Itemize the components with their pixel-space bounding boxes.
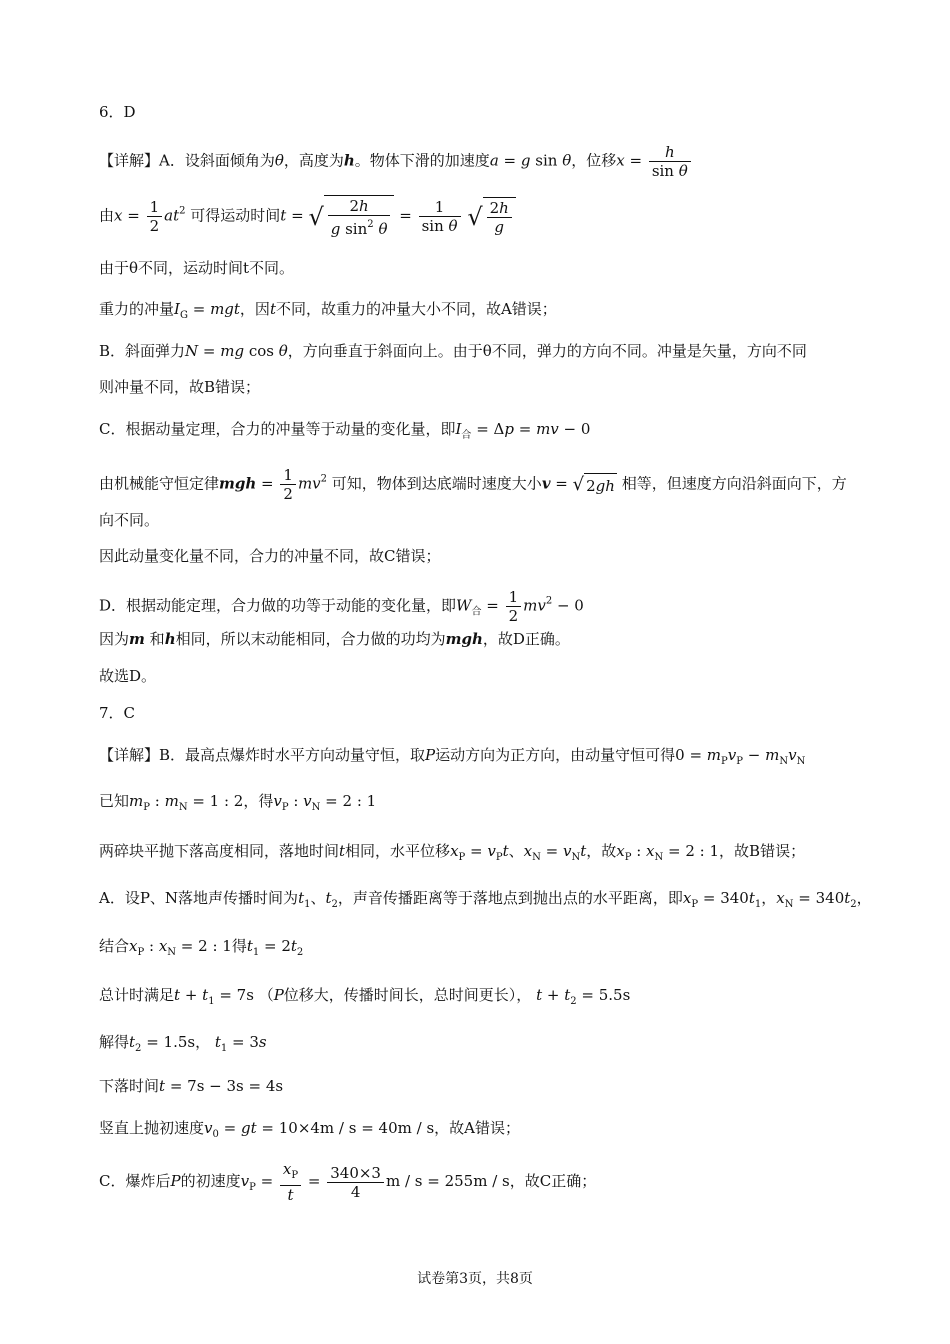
- q6-line-10: 因此动量变化量不同，合力的冲量不同，故C错误；: [99, 547, 441, 565]
- q7-line-10: C．爆炸后P的初速度$v_P$ = $\frac{x_P}{t}$ = $\frac{340\times 3}{4}$ m / s = 255m / s，故C正确；: [99, 1160, 597, 1204]
- q6-line-1: 【详解】A．设斜面倾角为θ，高度为h。物体下滑的加速度a = g sin θ，位移x = $\frac{h}{\text{sin θ}}$: [99, 143, 693, 180]
- q6-line-11: D．根据动能定理，合力做的功等于动能的变化量，即$W_合$ = $\frac{1}{2}$ $mv^2 - 0$: [99, 588, 584, 625]
- q6-line-8: 由机械能守恒定律mgh = $\frac{1}{2}$ $mv^2$ 可知，物体到达底端时速度大小v = √ 2gh 相等，但速度方向沿斜面向下，方: [99, 466, 847, 503]
- q6-line-6: 则冲量不同，故B错误；: [99, 378, 261, 396]
- q6-line-13: 故选D。: [99, 667, 157, 685]
- q7-line-1: 【详解】B．最高点爆炸时水平方向动量守恒，取P运动方向为正方向，由动量守恒可得$0 = m_Pv_P - m_Nv_N$: [99, 746, 806, 767]
- q7-line-8: 下落时间t = 7s − 3s = 4s: [99, 1077, 284, 1095]
- q6-heading: 6．D: [99, 103, 136, 121]
- q7-line-5: 结合$x_P$ : $x_N = 2$ : 1得$t_1 = 2t_2$: [99, 937, 304, 958]
- q7-line-9: 竖直上抛初速度$v_0$ = gt = 10×4m / s = 40m / s，故A错误；: [99, 1119, 520, 1140]
- q6-line-4: 重力的冲量$I_G$ = mgt，因t不同，故重力的冲量大小不同，故A错误；: [99, 300, 557, 321]
- q6-line-5: B．斜面弹力N = mg cos θ，方向垂直于斜面向上。由于θ不同，弹力的方向不同。冲量是矢量，方向不同: [99, 342, 807, 360]
- q6-line-7: C．根据动量定理，合力的冲量等于动量的变化量，即$I_合 = \Delta p$ = mv − 0: [99, 420, 591, 441]
- q7-line-3: 两碎块平抛下落高度相同，落地时间t相同，水平位移$x_P = v_Pt$、$x_N = v_Nt$，故$x_P$ : $x_N = 2$ : 1，故B错误；: [99, 842, 806, 863]
- q6-line-3: 由于θ不同，运动时间t不同。: [99, 259, 295, 277]
- q7-line-7: 解得$t_2 = 1.5s$， $t_1 = 3s$: [99, 1033, 267, 1054]
- page-footer: 试卷第3页，共8页: [417, 1271, 533, 1287]
- q6-line-2: 由x = $\frac{1}{2}$ $at^2$ 可得运动时间t = √ $\frac{2h}{g \sin^2 \theta}$ = $\frac{1}{\text{sin θ}}$ √ $\frac{2h}{g}$: [99, 195, 516, 238]
- q7-heading: 7．C: [99, 704, 136, 722]
- q6-line-12: 因为m 和h相同，所以末动能相同，合力做的功均为mgh，故D正确。: [99, 630, 570, 648]
- q7-line-6: 总计时满足$t + t_1 = 7s$ （P位移大，传播时间长，总时间更长）， $t + t_2 = 5.5s$: [99, 986, 631, 1007]
- q6-line-9: 向不同。: [99, 511, 160, 529]
- q7-line-4: A．设P、N落地声传播时间为$t_1$、$t_2$，声音传播距离等于落地点到抛出点的水平距离，即$x_P = 340t_1$，$x_N = 340t_2$，: [99, 889, 872, 910]
- q7-line-2: 已知$m_P$ : $m_N = 1$ : 2，得$v_P$ : $v_N = 2$ : 1: [99, 792, 377, 813]
